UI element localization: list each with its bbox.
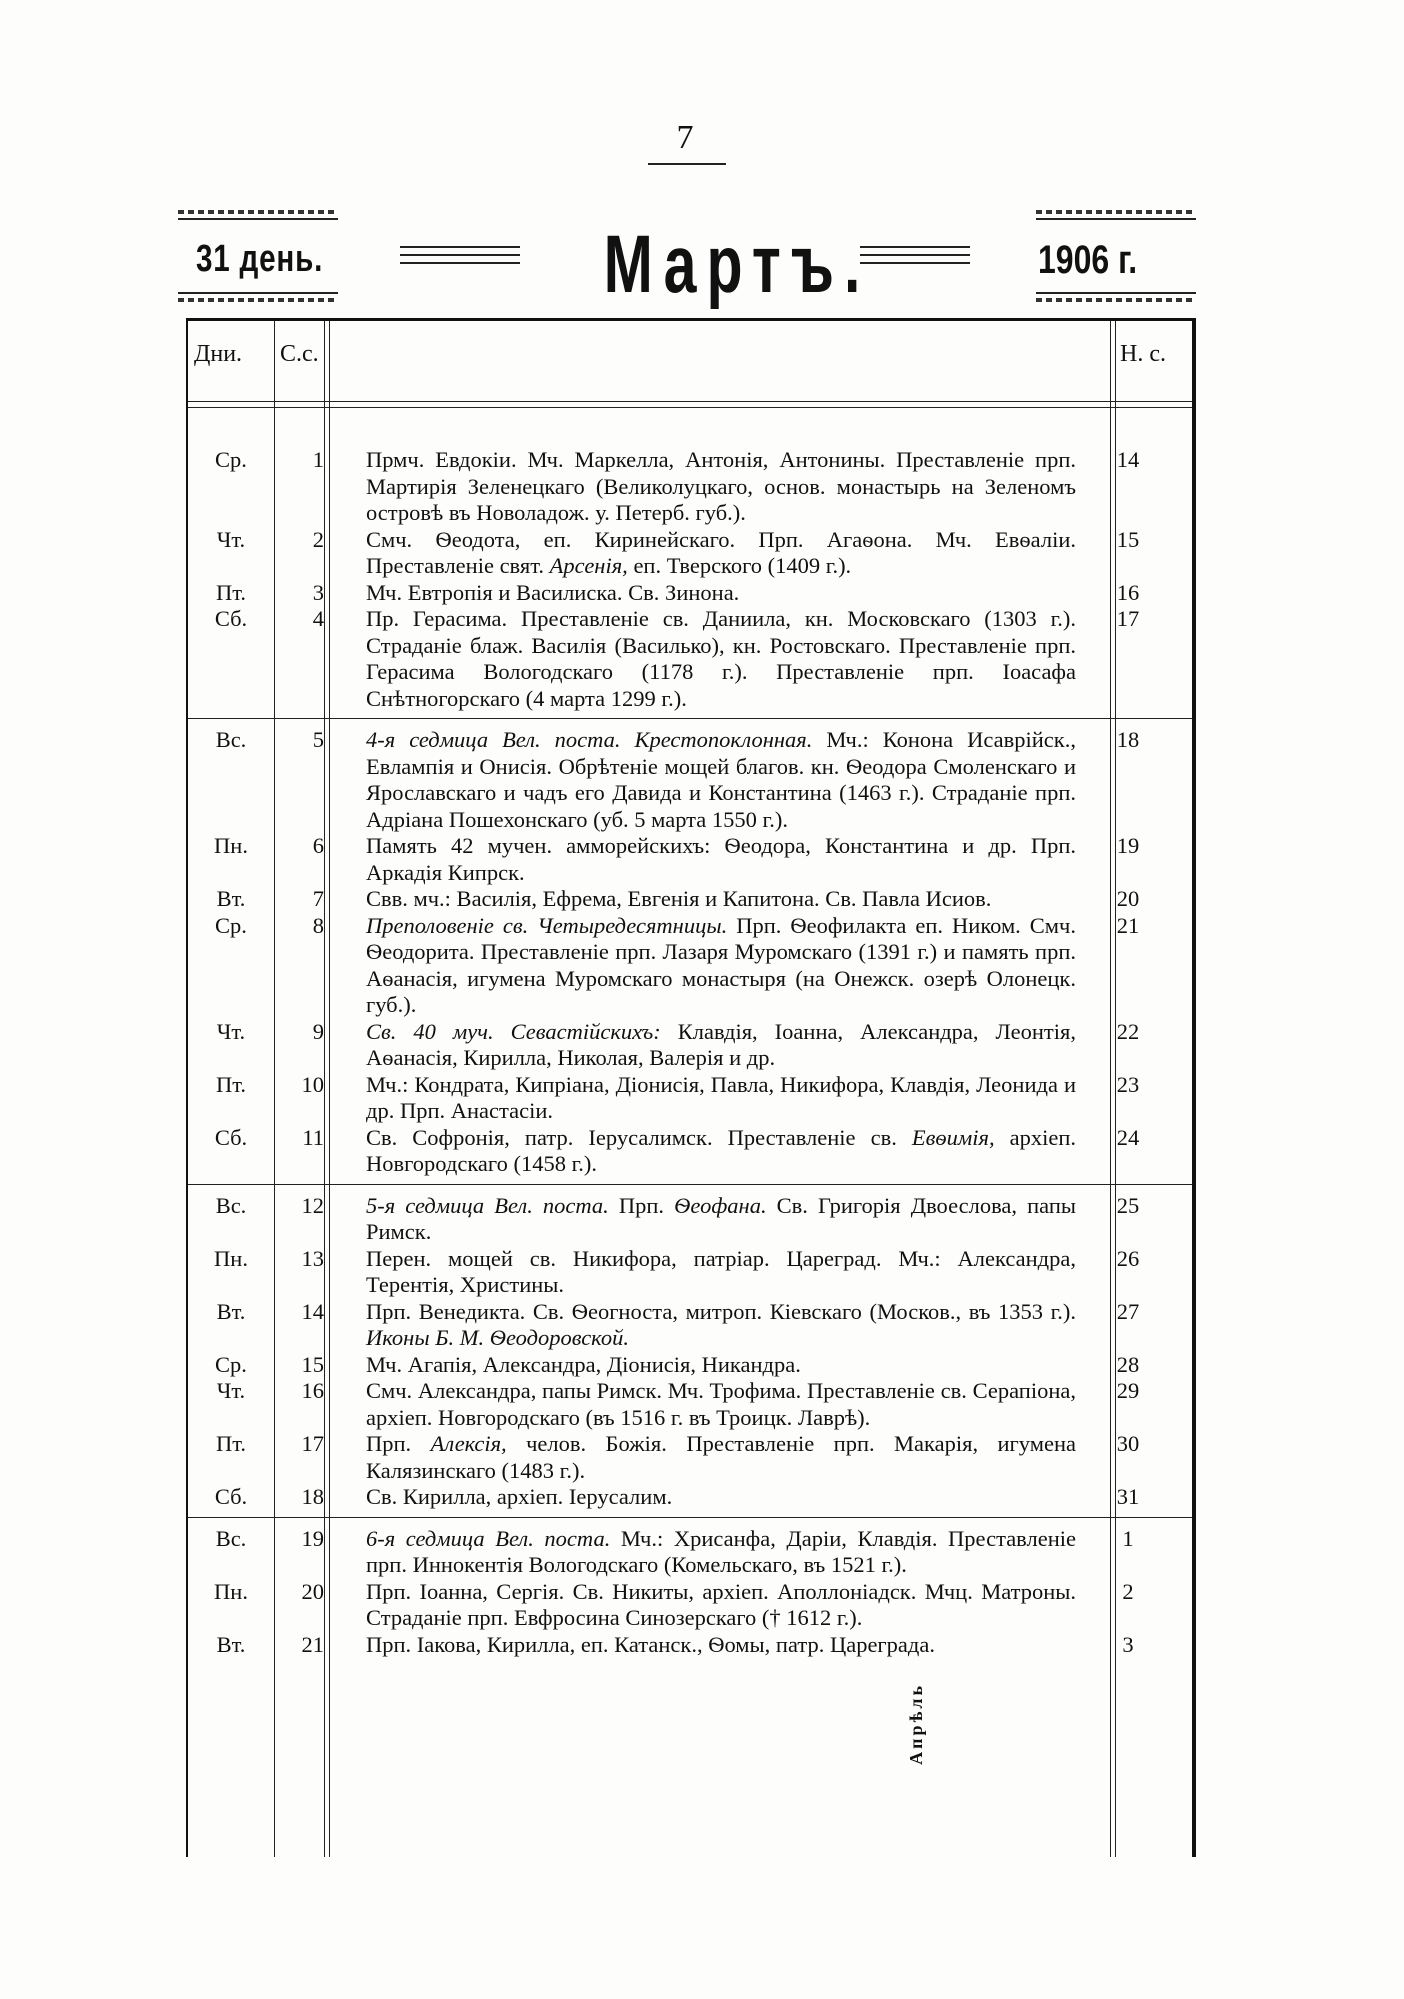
feast-text: Прп. Iакова, Кирилла, еп. Катанск., Ѳомы, патр. Цареграда. — [366, 1631, 935, 1657]
commemoration-text — [352, 447, 1086, 527]
calendar-row — [188, 1246, 1192, 1299]
feast-text: Смч. Александра, папы Римск. Мч. Трофима. Преставленiе св. Серапiона, архiеп. Новгородскаго (въ 1516 г. въ Троицк. Лаврѣ). — [366, 1378, 1076, 1430]
feast-text: Св. Кирилла, архiеп. Iерусалим. — [366, 1484, 673, 1509]
feast-italic-text: Арсенiя, — [549, 553, 628, 578]
feast-italic-text: Иконы Б. М. Ѳеодоровской. — [366, 1325, 629, 1350]
weekday: Вт. — [216, 886, 246, 911]
weekday: Ср. — [215, 912, 247, 938]
weekday: Вт. — [216, 1298, 246, 1324]
header-rule-left-top — [178, 218, 338, 220]
days-count: 31 день. — [196, 238, 324, 280]
feast-text: Клавдiя, Iоанна, Александра, Леонтiя, Аѳанасiя, Кирилла, Николая, Валерiя и др. — [366, 1018, 1076, 1070]
feast-italic-text: Св. 40 муч. Севастiйскихъ: — [366, 1018, 661, 1044]
weekday: Вс. — [215, 1192, 247, 1218]
commemoration-text — [352, 1579, 1086, 1632]
old-style-date: 6 — [312, 833, 324, 858]
commemoration-text — [352, 833, 1086, 886]
commemoration-text — [352, 1526, 1086, 1579]
commemoration-text — [352, 1299, 1086, 1352]
feast-text: еп. Тверского (1409 г.). — [627, 553, 852, 578]
old-style-date: 20 — [301, 1578, 324, 1604]
week-block — [188, 727, 1192, 1185]
header-wavy-right-bottom — [1036, 298, 1196, 302]
commemoration-text — [352, 1632, 1086, 1659]
weekday: Чт. — [216, 1378, 246, 1403]
commemoration-text — [352, 1484, 1086, 1511]
commemoration-text — [352, 1431, 1086, 1484]
new-style-date: 31 — [1116, 1484, 1140, 1509]
header-rule-left-bottom — [178, 292, 338, 294]
commemoration-text — [352, 1019, 1086, 1072]
page-number: 7 — [676, 119, 694, 156]
old-style-date: 5 — [312, 727, 324, 752]
feast-text: Св. Григорiя Двоеслова, папы Римск. — [366, 1192, 1076, 1244]
week-block — [188, 447, 1192, 719]
weekday: Вт. — [216, 1631, 246, 1657]
old-style-date: 14 — [301, 1298, 324, 1324]
commemoration-text — [352, 606, 1086, 712]
weekday: Ср. — [215, 1351, 247, 1377]
col-header-days: Дни. — [194, 341, 243, 367]
calendar-row — [188, 1484, 1192, 1511]
feast-text: Память 42 мучен. амморейскихъ: Ѳеодора, Константина и др. Прп. Аркадiя Кипрск. — [366, 833, 1076, 885]
page-number-rule — [648, 163, 726, 165]
feast-text: Свв. мч.: Василiя, Ефрема, Евгенiя и Капитона. Св. Павла Исиов. — [366, 886, 992, 911]
old-style-date: 12 — [301, 1192, 324, 1218]
calendar-row — [188, 1193, 1192, 1246]
old-style-date: 4 — [312, 606, 324, 631]
old-style-date: 21 — [301, 1631, 324, 1657]
weekday: Пт. — [215, 1071, 246, 1097]
commemoration-text — [352, 1193, 1086, 1246]
new-style-date: 22 — [1116, 1018, 1140, 1044]
calendar-row — [188, 913, 1192, 1019]
feast-italic-text: Алексiя, — [430, 1431, 507, 1456]
weekday: Пт. — [215, 1431, 246, 1456]
new-style-date: 20 — [1116, 886, 1140, 911]
old-style-date: 15 — [301, 1351, 324, 1377]
old-style-date: 8 — [312, 912, 324, 938]
feast-italic-text: 6-я седмица Вел. поста. — [366, 1525, 611, 1551]
calendar-row — [188, 886, 1192, 913]
calendar-row — [188, 1072, 1192, 1125]
commemoration-text — [352, 1378, 1086, 1431]
new-style-date: 28 — [1116, 1351, 1140, 1377]
new-style-date: 18 — [1116, 727, 1140, 752]
calendar-row — [188, 1632, 1192, 1659]
calendar-row — [188, 447, 1192, 527]
commemoration-text — [352, 1072, 1086, 1125]
calendar-row — [188, 1125, 1192, 1178]
new-style-date: 3 — [1122, 1631, 1134, 1657]
header-wavy-left-bottom — [178, 298, 338, 302]
weekday: Сб. — [214, 1484, 248, 1509]
old-style-date: 9 — [312, 1018, 324, 1044]
new-style-date: 24 — [1116, 1124, 1140, 1150]
new-style-date: 16 — [1116, 579, 1140, 605]
commemoration-text — [352, 1125, 1086, 1178]
calendar-table — [186, 318, 1196, 1857]
weekday: Пн. — [214, 833, 248, 858]
weekday: Пт. — [215, 579, 246, 605]
header-wavy-left-top — [178, 210, 338, 214]
old-style-date: 1 — [312, 447, 324, 472]
commemoration-text — [352, 1352, 1086, 1379]
new-style-date: 14 — [1116, 447, 1140, 472]
calendar-row — [188, 580, 1192, 607]
commemoration-text — [352, 913, 1086, 1019]
feast-text: Мч.: Хрисанфа, Дарiи, Клавдiя. Преставленiе прп. Иннокентiя Вологодскаго (Комельскаго, въ 1521 г.). — [366, 1525, 1076, 1577]
year: 1906 г. — [1038, 238, 1138, 282]
new-style-date: 29 — [1116, 1378, 1140, 1403]
calendar-rows — [188, 447, 1192, 1672]
new-style-date: 21 — [1116, 912, 1140, 938]
commemoration-text — [352, 886, 1086, 913]
feast-italic-text: Преполовенiе св. Четыредесятницы. — [366, 912, 728, 938]
col-header-new-style: Н. с. — [1120, 341, 1166, 367]
feast-italic-text: 4-я седмица Вел. поста. Крестопоклонная. — [366, 727, 813, 752]
calendar-row — [188, 1431, 1192, 1484]
old-style-date: 2 — [312, 526, 324, 552]
old-style-date: 11 — [302, 1124, 324, 1150]
feast-italic-text: 5-я седмица Вел. поста. — [366, 1192, 609, 1218]
new-style-date: 23 — [1116, 1071, 1140, 1097]
week-block — [188, 1526, 1192, 1665]
header-rule-right-top — [1036, 218, 1196, 220]
calendar-row — [188, 1299, 1192, 1352]
feast-text: Прп. — [366, 1431, 431, 1456]
feast-italic-text: Ѳеофана. — [674, 1192, 767, 1218]
new-style-date: 17 — [1116, 606, 1140, 631]
calendar-row — [188, 1378, 1192, 1431]
calendar-row — [188, 1019, 1192, 1072]
weekday: Чт. — [216, 526, 246, 552]
header-wavy-right-top — [1036, 210, 1196, 214]
feast-text: архiеп. Новгородскаго (1458 г.). — [366, 1124, 1077, 1176]
old-style-date: 19 — [301, 1525, 324, 1551]
new-style-date: 15 — [1116, 526, 1140, 552]
feast-text: Мч. Агапiя, Александра, Дiонисiя, Никандра. — [366, 1351, 801, 1377]
calendar-row — [188, 606, 1192, 712]
feast-text: Прп. — [608, 1192, 675, 1218]
header-dashes-left — [400, 246, 520, 270]
weekday: Вс. — [215, 1525, 247, 1551]
header-rule-right-bottom — [1036, 292, 1196, 294]
col-header-old-style: С.с. — [280, 341, 319, 367]
feast-text: Мч.: Кондрата, Кипрiана, Дiонисiя, Павла, Никифора, Клавдiя, Леонида и др. Прп. Анастасiи. — [366, 1071, 1076, 1123]
old-style-date: 3 — [312, 579, 324, 605]
commemoration-text — [352, 1246, 1086, 1299]
header-separator — [188, 401, 1192, 402]
calendar-row — [188, 1352, 1192, 1379]
calendar-row — [188, 833, 1192, 886]
old-style-date: 17 — [301, 1431, 324, 1456]
page-header — [178, 210, 1196, 310]
new-style-date: 2 — [1122, 1578, 1134, 1604]
commemoration-text — [352, 727, 1086, 833]
weekday: Сб. — [214, 606, 248, 631]
new-style-date: 26 — [1116, 1245, 1140, 1271]
april-side-label: Апрѣль — [906, 1683, 926, 1765]
new-style-date: 30 — [1116, 1431, 1140, 1456]
feast-text: Прп. Венедикта. Св. Ѳеогноста, митроп. Кiевскаго (Москов., въ 1353 г.). — [366, 1298, 1076, 1324]
feast-text: челов. Божiя. Преставленiе прп. Макарiя, игумена Калязинскаго (1483 г.). — [366, 1431, 1076, 1483]
old-style-date: 16 — [301, 1378, 324, 1403]
new-style-date: 27 — [1116, 1298, 1140, 1324]
old-style-date: 18 — [301, 1484, 324, 1509]
old-style-date: 13 — [301, 1245, 324, 1271]
header-dashes-right — [860, 246, 970, 270]
calendar-row — [188, 527, 1192, 580]
weekday: Ср. — [215, 447, 247, 472]
feast-text: Смч. Ѳеодота, еп. Киринейскаго. Прп. Агаѳона. Мч. Евѳалiи. Преставленiе свят. — [366, 526, 1076, 578]
commemoration-text — [352, 580, 1086, 607]
calendar-row — [188, 1526, 1192, 1579]
feast-text: Мч. Евтропiя и Василиска. Св. Зинона. — [366, 579, 740, 605]
feast-italic-text: Евѳимiя, — [911, 1124, 995, 1150]
old-style-date: 10 — [301, 1071, 324, 1097]
feast-text: Прп. Ѳеофилакта еп. Ником. Смч. Ѳеодорита. Преставленiе прп. Лазаря Муромскаго (1391 г.) и память прп. Аѳанасiя, игумена Муромскаго монастыря (на Онежск. озерѣ Олонецк. губ.). — [366, 912, 1076, 1017]
new-style-date: 1 — [1122, 1525, 1134, 1551]
feast-text: Мч.: Конона Исаврiйск., Евлампiя и Онисiя. Обрѣтенiе мощей благов. кн. Ѳеодора Смоленскаго и Ярославскаго и чадъ его Давида и Константина (1463 г.). Страданiе прп. Адрiана Пошехонскаго (уб. 5 марта 1550 г.). — [366, 727, 1076, 832]
header-separator-second — [188, 407, 1192, 408]
new-style-date: 19 — [1116, 833, 1140, 858]
calendar-row — [188, 1579, 1192, 1632]
weekday: Вс. — [215, 727, 247, 752]
weekday: Сб. — [214, 1124, 248, 1150]
feast-text: Св. Софронiя, патр. Iерусалимск. Преставленiе св. — [366, 1124, 912, 1150]
commemoration-text — [352, 527, 1086, 580]
feast-text: Прмч. Евдокiи. Мч. Маркелла, Антонiя, Антонины. Преставленiе прп. Мартирiя Зеленецкаго (Великолуцкаго, основ. монастырь на Зеленомъ островѣ въ Новоладож. у. Петерб. губ.). — [366, 447, 1076, 525]
weekday: Пн. — [214, 1245, 248, 1271]
feast-text: Перен. мощей св. Никифора, патрiар. Цареград. Мч.: Александра, Терентiя, Христины. — [366, 1245, 1076, 1297]
weekday: Пн. — [214, 1578, 248, 1604]
calendar-row — [188, 727, 1192, 833]
weekday: Чт. — [216, 1018, 246, 1044]
old-style-date: 7 — [312, 886, 324, 911]
feast-text: Прп. Iоанна, Сергiя. Св. Никиты, архiеп. Аполлонiадск. Мчц. Матроны. Страданiе прп. Евфросина Синозерскаго († 1612 г.). — [366, 1578, 1076, 1630]
week-block — [188, 1193, 1192, 1518]
month-title: Мартъ. — [603, 219, 871, 310]
new-style-date: 25 — [1116, 1192, 1140, 1218]
feast-text: Пр. Герасима. Преставленiе св. Даниила, кн. Московскаго (1303 г.). Страданiе блаж. Василiя (Василько), кн. Ростовскаго. Преставленiе прп. Герасима Вологодскаго (1178 г.). Преставленiе прп. Iоасафа Снѣтногорскаго (4 марта 1299 г.). — [366, 606, 1076, 711]
